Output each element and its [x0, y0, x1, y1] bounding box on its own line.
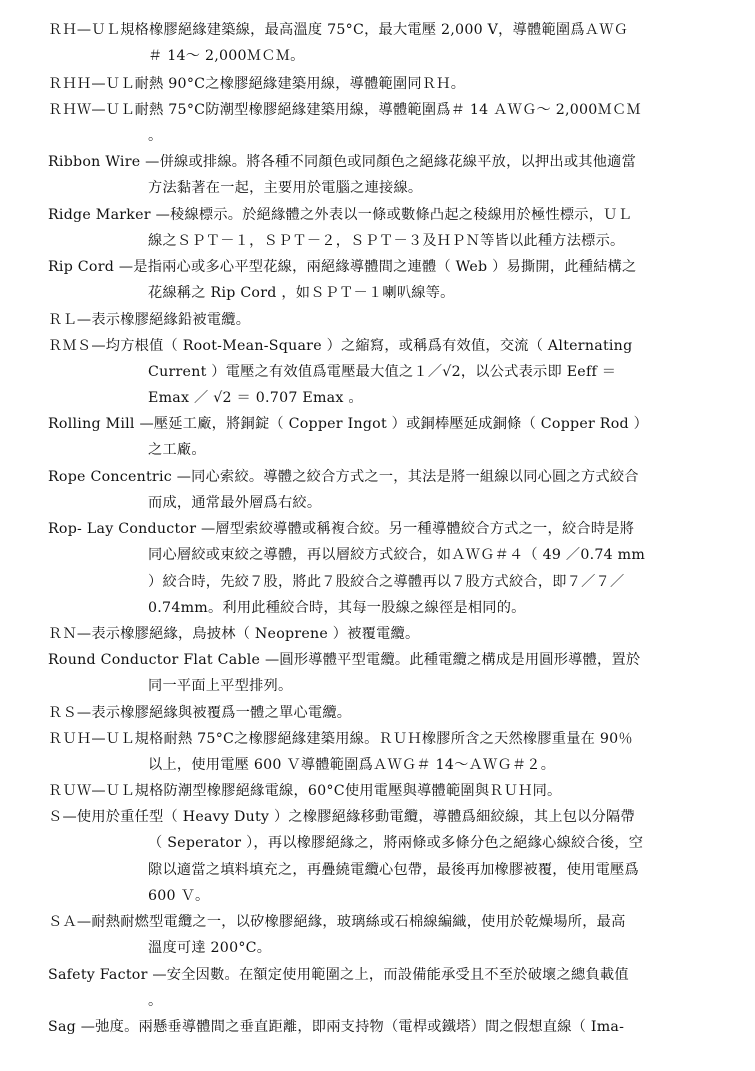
entry-rs-line-1: ＲＳ—表示橡膠絕緣與被覆爲一體之單心電纜。: [48, 705, 352, 721]
entry-rolling-mill-line-1: Rolling Mill —壓延工廠，將銅錠（ Copper Ingot ）或銅棒壓延成銅條（ Copper Rod ）: [48, 416, 649, 432]
entry-round-conductor-line-2: 同一平面上平型排列。: [148, 678, 293, 694]
entry-sa-line-1: ＳＡ—耐熱耐燃型電纜之一，以矽橡膠絕緣，玻璃絲或石棉線編織，使用於乾燥場所，最高: [48, 914, 626, 930]
entry-rop-lay-line-4: 0.74mm。利用此種絞合時，其每一股線之線徑是相同的。: [148, 600, 526, 616]
entry-rop-lay-line-3: ）絞合時，先絞７股，將此７股絞合之導體再以７股方式絞合，即７／７／: [148, 574, 625, 590]
entry-rl-line-1: ＲＬ—表示橡膠絕緣鉛被電纜。: [48, 312, 251, 328]
entry-s-line-4: 600 Ｖ。: [148, 888, 210, 904]
entry-safety-factor-line-1: Safety Factor —安全因數。在額定使用範圍之上，而設備能承受且不至於破壞之總負載值: [48, 967, 629, 983]
entry-round-conductor-line-1: Round Conductor Flat Cable —圓形導體平型電纜。此種電纜之構成是用圓形導體，置於: [48, 652, 641, 668]
entry-sa-line-2: 溫度可達 200°C。: [148, 940, 272, 956]
entry-rms-line-3: Emax ／ √2 ＝ 0.707 Emax 。: [148, 390, 363, 406]
entry-sag-line-1: Sag —弛度。兩懸垂導體間之垂直距離，即兩支持物（電桿或鐵塔）間之假想直線（ Ima-: [48, 1019, 625, 1035]
entry-ribbon-wire-line-2: 方法黏著在一起，主要用於電腦之連接線。: [148, 180, 423, 196]
entry-rhw-line-1: ＲＨＷ—ＵＬ耐熱 75°C防潮型橡膠絕緣建築用線，導體範圍爲＃ 14 ＡＷＧ～ 2,000ＭＣＭ: [48, 102, 641, 118]
entry-ruh-line-1: ＲＵＨ—ＵＬ規格耐熱 75°C之橡膠絕緣建築用線。ＲＵＨ橡膠所含之天然橡膠重量在 90％: [48, 731, 633, 747]
entry-rms-line-1: ＲＭＳ—均方根值（ Root-Mean-Square ）之縮寫，或稱爲有效值，交流（ Alternating: [48, 338, 633, 354]
entry-rhw-line-2: 。: [148, 128, 163, 144]
entry-s-line-1: Ｓ—使用於重任型（ Heavy Duty ）之橡膠絕緣移動電纜，導體爲細絞線，其上包以分隔帶: [48, 809, 635, 825]
entry-rn-line-1: ＲＮ—表示橡膠絕緣，鳥披林（ Neoprene ）被覆電纜。: [48, 626, 420, 642]
entry-rh-line-2: ＃ 14～ 2,000ＭＣＭ。: [148, 48, 305, 64]
entry-rhh-line-1: ＲＨＨ—ＵＬ耐熱 90°C之橡膠絕緣建築用線，導體範圍同ＲＨ。: [48, 76, 466, 92]
entry-ruw-line-1: ＲＵＷ—ＵＬ規格防潮型橡膠絕緣電線，60°C使用電壓與導體範圍與ＲＵＨ同。: [48, 783, 562, 799]
entry-rop-lay-line-2: 同心層絞或束絞之導體，再以層絞方式絞合，如ＡＷＧ＃４（ 49 ／0.74 mm: [148, 547, 646, 563]
entry-rh-line-1: ＲＨ—ＵＬ規格橡膠絕緣建築線，最高溫度 75°C，最大電壓 2,000 V，導體範圍爲ＡＷＧ: [48, 22, 629, 38]
entry-s-line-3: 隙以適當之填料填充之，再疊繞電纜心包帶，最後再加橡膠被覆，使用電壓爲: [148, 862, 639, 878]
entry-ridge-marker-line-1: Ridge Marker —稜線標示。於絕緣體之外表以一條或數條凸起之稜線用於極性標示，ＵＬ: [48, 207, 633, 223]
entry-safety-factor-line-2: 。: [148, 993, 163, 1009]
entry-rope-concentric-line-2: 而成，通常最外層爲右絞。: [148, 495, 322, 511]
entry-rms-line-2: Current ）電壓之有效值爲電壓最大值之１／√2，以公式表示即 Eeff ＝: [148, 364, 617, 380]
entry-s-line-2: （ Seperator ），再以橡膠絕緣之，將兩條或多條分色之絕緣心線絞合後，空: [148, 835, 644, 851]
entry-ribbon-wire-line-1: Ribbon Wire —併線或排線。將各種不同顏色或同顏色之絕緣花線平放，以押出或其他適當: [48, 154, 637, 170]
entry-rip-cord-line-1: Rip Cord —是指兩心或多心平型花線，兩絕緣導體間之連體（ Web ）易撕開，此種結構之: [48, 259, 637, 275]
entry-rope-concentric-line-1: Rope Concentric —同心索絞。導體之絞合方式之一，其法是將一組線以同心圓之方式絞合: [48, 469, 639, 485]
entry-ridge-marker-line-2: 線之ＳＰＴ－１，ＳＰＴ－２，ＳＰＴ－３及ＨＰＮ等皆以此種方法標示。: [148, 233, 625, 249]
entry-rop-lay-line-1: Rop- Lay Conductor —層型索絞導體或稱複合絞。另一種導體絞合方式之一，絞合時是將: [48, 521, 635, 537]
entry-rolling-mill-line-2: 之工廠。: [148, 442, 206, 458]
entry-rip-cord-line-2: 花線稱之 Rip Cord ，如ＳＰＴ－１喇叭線等。: [148, 285, 455, 301]
entry-ruh-line-2: 以上，使用電壓 600 Ｖ導體範圍爲ＡＷＧ＃ 14～ＡＷＧ＃２。: [148, 757, 556, 773]
